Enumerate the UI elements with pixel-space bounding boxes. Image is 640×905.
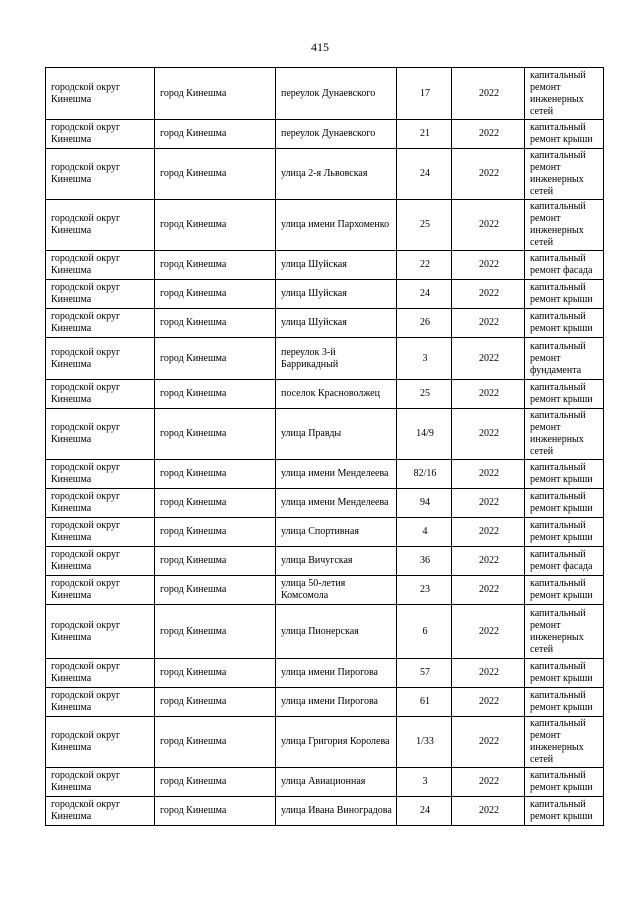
district-cell: городской округ Кинешма: [46, 460, 155, 489]
work-type-cell: капитальный ремонт крыши: [525, 768, 604, 797]
work-type-cell: капитальный ремонт инженерных сетей: [525, 605, 604, 659]
street-cell: улица имени Менделеева: [276, 460, 397, 489]
year-cell: 2022: [452, 280, 525, 309]
work-type-cell: капитальный ремонт крыши: [525, 280, 604, 309]
year-cell: 2022: [452, 460, 525, 489]
district-cell: городской округ Кинешма: [46, 200, 155, 251]
house-number-cell: 94: [397, 489, 452, 518]
year-cell: 2022: [452, 717, 525, 768]
street-cell: улица имени Менделеева: [276, 489, 397, 518]
year-cell: 2022: [452, 338, 525, 380]
street-cell: улица 2-я Львовская: [276, 149, 397, 200]
work-type-cell: капитальный ремонт фасада: [525, 547, 604, 576]
table-row: [46, 409, 604, 460]
city-cell: город Кинешма: [155, 768, 276, 797]
house-number-cell: 25: [397, 380, 452, 409]
year-cell: 2022: [452, 797, 525, 826]
work-type-cell: капитальный ремонт крыши: [525, 380, 604, 409]
table-row: [46, 688, 604, 717]
year-cell: 2022: [452, 659, 525, 688]
city-cell: город Кинешма: [155, 251, 276, 280]
table-row: [46, 659, 604, 688]
city-cell: город Кинешма: [155, 380, 276, 409]
street-cell: улица Правды: [276, 409, 397, 460]
street-cell: улица Шуйская: [276, 309, 397, 338]
work-type-cell: капитальный ремонт инженерных сетей: [525, 409, 604, 460]
work-type-cell: капитальный ремонт инженерных сетей: [525, 200, 604, 251]
year-cell: 2022: [452, 518, 525, 547]
table-row: [46, 200, 604, 251]
table-row: [46, 120, 604, 149]
table-row: [46, 605, 604, 659]
year-cell: 2022: [452, 576, 525, 605]
city-cell: город Кинешма: [155, 659, 276, 688]
street-cell: переулок Дунаевского: [276, 120, 397, 149]
table-row: [46, 576, 604, 605]
house-number-cell: 61: [397, 688, 452, 717]
table-row: [46, 380, 604, 409]
street-cell: переулок Дунаевского: [276, 68, 397, 120]
city-cell: город Кинешма: [155, 797, 276, 826]
work-type-cell: капитальный ремонт фундамента: [525, 338, 604, 380]
street-cell: улица Вичугская: [276, 547, 397, 576]
page-number: 415: [311, 40, 329, 54]
city-cell: город Кинешма: [155, 120, 276, 149]
street-cell: улица Шуйская: [276, 251, 397, 280]
table-row: [46, 518, 604, 547]
district-cell: городской округ Кинешма: [46, 797, 155, 826]
house-number-cell: 24: [397, 280, 452, 309]
district-cell: городской округ Кинешма: [46, 547, 155, 576]
street-cell: улица Спортивная: [276, 518, 397, 547]
district-cell: городской округ Кинешма: [46, 605, 155, 659]
house-number-cell: 6: [397, 605, 452, 659]
house-number-cell: 23: [397, 576, 452, 605]
district-cell: городской округ Кинешма: [46, 251, 155, 280]
table-row: [46, 797, 604, 826]
work-type-cell: капитальный ремонт фасада: [525, 251, 604, 280]
year-cell: 2022: [452, 200, 525, 251]
city-cell: город Кинешма: [155, 200, 276, 251]
street-cell: переулок 3-й Баррикадный: [276, 338, 397, 380]
year-cell: 2022: [452, 547, 525, 576]
city-cell: город Кинешма: [155, 409, 276, 460]
city-cell: город Кинешма: [155, 338, 276, 380]
work-type-cell: капитальный ремонт крыши: [525, 688, 604, 717]
work-type-cell: капитальный ремонт крыши: [525, 659, 604, 688]
district-cell: городской округ Кинешма: [46, 120, 155, 149]
city-cell: город Кинешма: [155, 280, 276, 309]
house-number-cell: 1/33: [397, 717, 452, 768]
table-row: [46, 768, 604, 797]
repair-registry-table: [45, 67, 604, 826]
house-number-cell: 24: [397, 797, 452, 826]
street-cell: улица имени Пирогова: [276, 688, 397, 717]
district-cell: городской округ Кинешма: [46, 338, 155, 380]
district-cell: городской округ Кинешма: [46, 149, 155, 200]
year-cell: 2022: [452, 768, 525, 797]
street-cell: улица имени Пирогова: [276, 659, 397, 688]
work-type-cell: капитальный ремонт крыши: [525, 460, 604, 489]
street-cell: улица Григория Королева: [276, 717, 397, 768]
house-number-cell: 36: [397, 547, 452, 576]
district-cell: городской округ Кинешма: [46, 280, 155, 309]
year-cell: 2022: [452, 409, 525, 460]
table-row: [46, 489, 604, 518]
table-row: [46, 280, 604, 309]
year-cell: 2022: [452, 149, 525, 200]
work-type-cell: капитальный ремонт инженерных сетей: [525, 149, 604, 200]
district-cell: городской округ Кинешма: [46, 576, 155, 605]
street-cell: улица Шуйская: [276, 280, 397, 309]
work-type-cell: капитальный ремонт крыши: [525, 489, 604, 518]
work-type-cell: капитальный ремонт крыши: [525, 797, 604, 826]
table-row: [46, 309, 604, 338]
city-cell: город Кинешма: [155, 460, 276, 489]
district-cell: городской округ Кинешма: [46, 489, 155, 518]
city-cell: город Кинешма: [155, 717, 276, 768]
year-cell: 2022: [452, 688, 525, 717]
house-number-cell: 57: [397, 659, 452, 688]
house-number-cell: 26: [397, 309, 452, 338]
house-number-cell: 17: [397, 68, 452, 120]
year-cell: 2022: [452, 605, 525, 659]
table-row: [46, 547, 604, 576]
year-cell: 2022: [452, 251, 525, 280]
street-cell: поселок Красноволжец: [276, 380, 397, 409]
table-row: [46, 717, 604, 768]
district-cell: городской округ Кинешма: [46, 717, 155, 768]
year-cell: 2022: [452, 489, 525, 518]
house-number-cell: 4: [397, 518, 452, 547]
city-cell: город Кинешма: [155, 688, 276, 717]
district-cell: городской округ Кинешма: [46, 688, 155, 717]
table-row: [46, 338, 604, 380]
work-type-cell: капитальный ремонт крыши: [525, 120, 604, 149]
work-type-cell: капитальный ремонт крыши: [525, 518, 604, 547]
city-cell: город Кинешма: [155, 547, 276, 576]
house-number-cell: 3: [397, 338, 452, 380]
table-row: [46, 68, 604, 120]
city-cell: город Кинешма: [155, 576, 276, 605]
city-cell: город Кинешма: [155, 489, 276, 518]
district-cell: городской округ Кинешма: [46, 518, 155, 547]
city-cell: город Кинешма: [155, 309, 276, 338]
city-cell: город Кинешма: [155, 149, 276, 200]
year-cell: 2022: [452, 68, 525, 120]
table-row: [46, 149, 604, 200]
work-type-cell: капитальный ремонт инженерных сетей: [525, 68, 604, 120]
house-number-cell: 21: [397, 120, 452, 149]
city-cell: город Кинешма: [155, 518, 276, 547]
street-cell: улица Пионерская: [276, 605, 397, 659]
work-type-cell: капитальный ремонт крыши: [525, 576, 604, 605]
work-type-cell: капитальный ремонт инженерных сетей: [525, 717, 604, 768]
district-cell: городской округ Кинешма: [46, 768, 155, 797]
district-cell: городской округ Кинешма: [46, 659, 155, 688]
city-cell: город Кинешма: [155, 68, 276, 120]
house-number-cell: 82/16: [397, 460, 452, 489]
street-cell: улица Ивана Виноградова: [276, 797, 397, 826]
house-number-cell: 25: [397, 200, 452, 251]
district-cell: городской округ Кинешма: [46, 409, 155, 460]
work-type-cell: капитальный ремонт крыши: [525, 309, 604, 338]
district-cell: городской округ Кинешма: [46, 380, 155, 409]
house-number-cell: 22: [397, 251, 452, 280]
street-cell: улица Авиационная: [276, 768, 397, 797]
street-cell: улица 50-летия Комсомола: [276, 576, 397, 605]
street-cell: улица имени Пархоменко: [276, 200, 397, 251]
year-cell: 2022: [452, 309, 525, 338]
table-row: [46, 460, 604, 489]
house-number-cell: 24: [397, 149, 452, 200]
house-number-cell: 3: [397, 768, 452, 797]
city-cell: город Кинешма: [155, 605, 276, 659]
house-number-cell: 14/9: [397, 409, 452, 460]
year-cell: 2022: [452, 380, 525, 409]
table-row: [46, 251, 604, 280]
year-cell: 2022: [452, 120, 525, 149]
district-cell: городской округ Кинешма: [46, 68, 155, 120]
district-cell: городской округ Кинешма: [46, 309, 155, 338]
